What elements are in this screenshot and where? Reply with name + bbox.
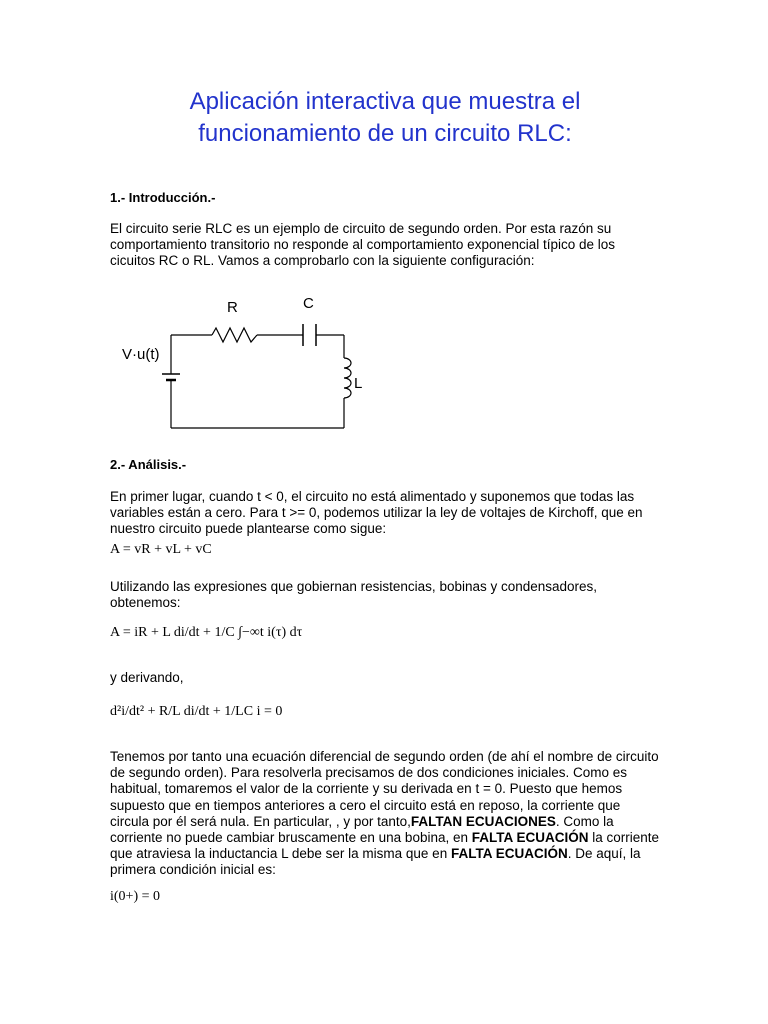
equation-integral [110,614,370,654]
label-capacitor: C [303,295,314,312]
missing-equation-2: FALTA ECUACIÓN [471,830,589,846]
equation-initial-condition [110,884,230,908]
equation-kirchhoff-text: A = vR + vL + vC [110,542,212,557]
missing-equations-1: FALTAN ECUACIONES [410,813,556,829]
label-source: V·u(t) [122,346,160,363]
section-2-paragraph-1: En primer lugar, cuando t < 0, el circuito no está alimentado y suponemos que todas las variables están a cero. Para t >= 0, podemos utilizar la ley de voltajes de Kirchoff, que en nuestro circuito puede plantearse como sigue: [110,489,643,537]
inductor-symbol [344,358,351,398]
section-2-paragraph-2: Utilizando las expresiones que gobiernan resistencias, bobinas y condensadores, obtenemos: [110,579,598,611]
section-2-heading: 2.- Análisis.- [110,457,187,472]
label-inductor: L [354,375,363,392]
resistor-symbol [212,328,257,342]
section-1-heading: 1.- Introducción.- [110,190,216,205]
paragraph-4-part-a: Tenemos por tanto una ecuación diferencial de segundo orden (de ahí el nombre de circuito de segundo orden). Para resolverla precisamos de dos condiciones iniciales. Como es habitual, tomaremos el valor de la corriente y su derivada en t = 0. Puesto que hemos supuesto que en tiempos anteriores a cero el circuito está en reposo, la corriente que circula por él será nula. En particular, , y por tanto, [110,749,659,829]
section-2-paragraph-3: y derivando, [110,670,184,685]
equation-kirchhoff [110,539,290,563]
equation-differential [110,693,370,735]
label-resistor: R [227,299,238,316]
rlc-circuit-diagram [110,288,370,438]
missing-equation-3: FALTA ECUACIÓN [450,846,568,862]
section-2-paragraph-4 [110,749,660,879]
section-1-paragraph: El circuito serie RLC es un ejemplo de circuito de segundo orden. Por esta razón su comportamiento transitorio no responde al comportamiento exponencial típico de los cicuitos RC o RL. Vamos a comprobarlo con la siguiente configuración: [110,221,616,269]
paragraph-4-part-c: . Como la corriente no puede cambiar bruscamente en una bobina, en [110,813,614,846]
equation-integral-text: A = iR + L di/dt + 1/C ∫−∞t i(τ) dτ [110,625,303,640]
page-title [110,86,660,150]
title-line-1: Aplicación interactiva que muestra el [189,88,581,115]
title-line-2: funcionamiento de un circuito RLC: [198,120,572,147]
paragraph-4-part-d: la corriente que atraviesa la inductancia L debe ser la misma que en [110,830,660,862]
paragraph-4-part-e: . De aquí, la primera condición inicial es: [110,846,641,878]
equation-differential-text: d²i/dt² + R/L di/dt + 1/LC i = 0 [110,704,283,719]
equation-initial-condition-text: i(0+) = 0 [110,889,161,904]
